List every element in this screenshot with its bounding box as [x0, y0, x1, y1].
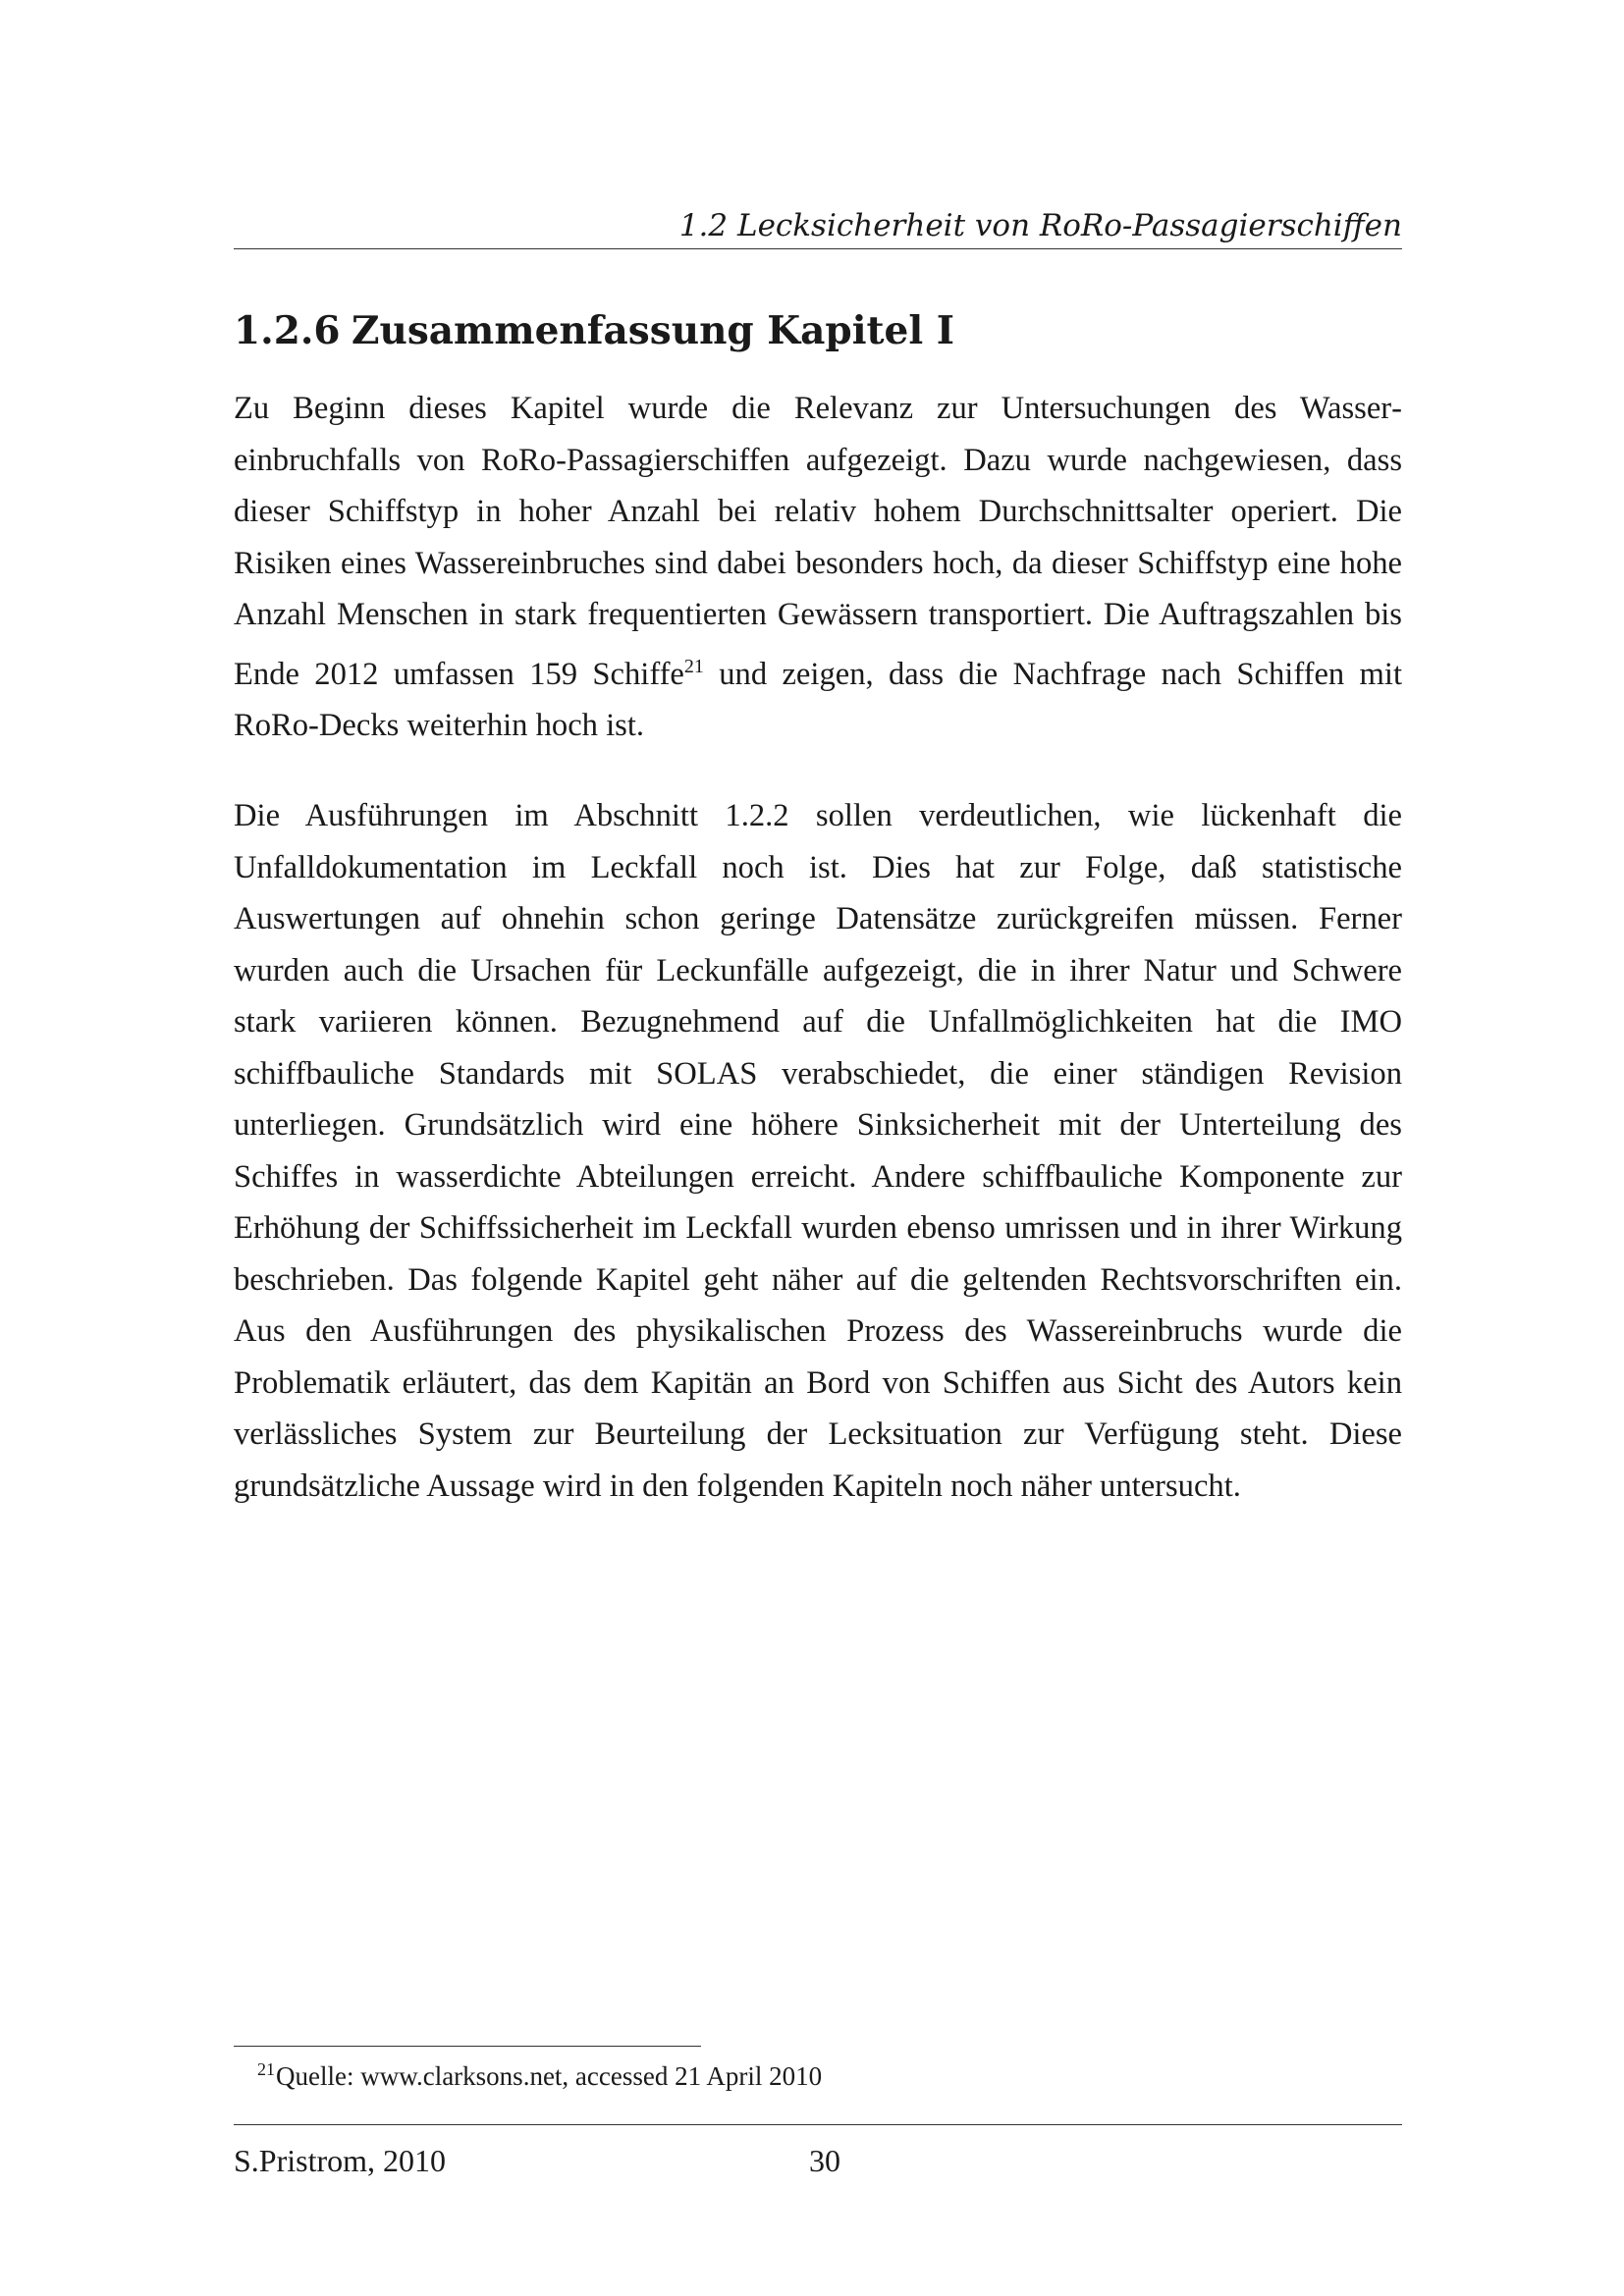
header-rule — [234, 248, 1402, 249]
footer-rule — [234, 2124, 1402, 2125]
footnote — [257, 2052, 822, 2094]
body-paragraph-1 — [234, 383, 1402, 752]
footnote-marker: 21 — [257, 2059, 275, 2079]
section-title: Zusammenfassung Kapitel I — [352, 308, 954, 353]
running-header: 1.2 Lecksicherheit von RoRo-Passagierschiffen — [678, 208, 1402, 243]
footnote-rule — [234, 2046, 701, 2047]
footnote-reference: 21 — [683, 655, 704, 677]
footnote-text: Quelle: www.clarksons.net, accessed 21 April 2010 — [276, 2061, 823, 2091]
section-heading — [234, 306, 1402, 355]
body-paragraph-2: Die Ausführungen im Abschnitt 1.2.2 sollen verdeutlichen, wie lückenhaft die Unfalldokumentation im Leckfall noch ist. Dies hat zur Folge, daß statistische Auswertungen auf ohnehin schon geringe Datensätze zurückgreifen müssen. Ferner wurden auch die Ursachen für Leckunfälle aufgezeigt, die in ihrer Natur und Schwere stark variieren können. Bezugnehmend auf die Unfallmöglichkeiten hat die IMO schiffbauliche Standards mit SOLAS verabschiedet, die einer ständigen Revision unterliegen. Grundsätzlich wird eine höhere Sinksicherheit mit der Unterteilung des Schiffes in wasserdichte Abteilungen erreicht. Andere schiffbauliche Komponente zur Erhöhung der Schiffssicherheit im Leckfall wurden ebenso umrissen und in ihrer Wirkung beschrieben. Das folgende Kapitel geht näher auf die geltenden Rechtsvorschriften ein. Aus den Ausführungen des physikalischen Prozess des Wassereinbruchs wurde die Problematik erläutert, das dem Kapitän an Bord von Schiffen aus Sicht des Autors kein verlässliches System zur Beurteilung der Lecksituation zur Verfügung steht. Diese grundsätzliche Aussage wird in den folgenden Kapiteln noch näher untersucht. — [234, 798, 1402, 1504]
page-number: 30 — [809, 2143, 840, 2178]
paragraph-1-text: Zu Beginn dieses Kapitel wurde die Relevanz zur Untersuchungen des Wassereinbruchfalls von RoRo-Passagierschiffen aufgezeigt. Dazu wurde nachgewiesen, dass dieser Schiffstyp in hoher Anzahl bei relativ hohem Durchschnittsalter operiert. Die Risiken eines Wassereinbruches sind dabei besonders hoch, da dieser Schiffstyp eine hohe Anzahl Menschen in stark frequentierten Gewässern transportiert. Die Auftragszahlen bis Ende 2012 umfassen 159 Schiffe — [234, 391, 1402, 692]
paragraph-1-tail: und zeigen, dass die Nachfrage nach Schiffen mit RoRo-Decks weiterhin hoch ist. — [234, 656, 1402, 743]
footer-author: S.Pristrom, 2010 — [234, 2143, 447, 2178]
section-number: 1.2.6 — [234, 308, 341, 353]
